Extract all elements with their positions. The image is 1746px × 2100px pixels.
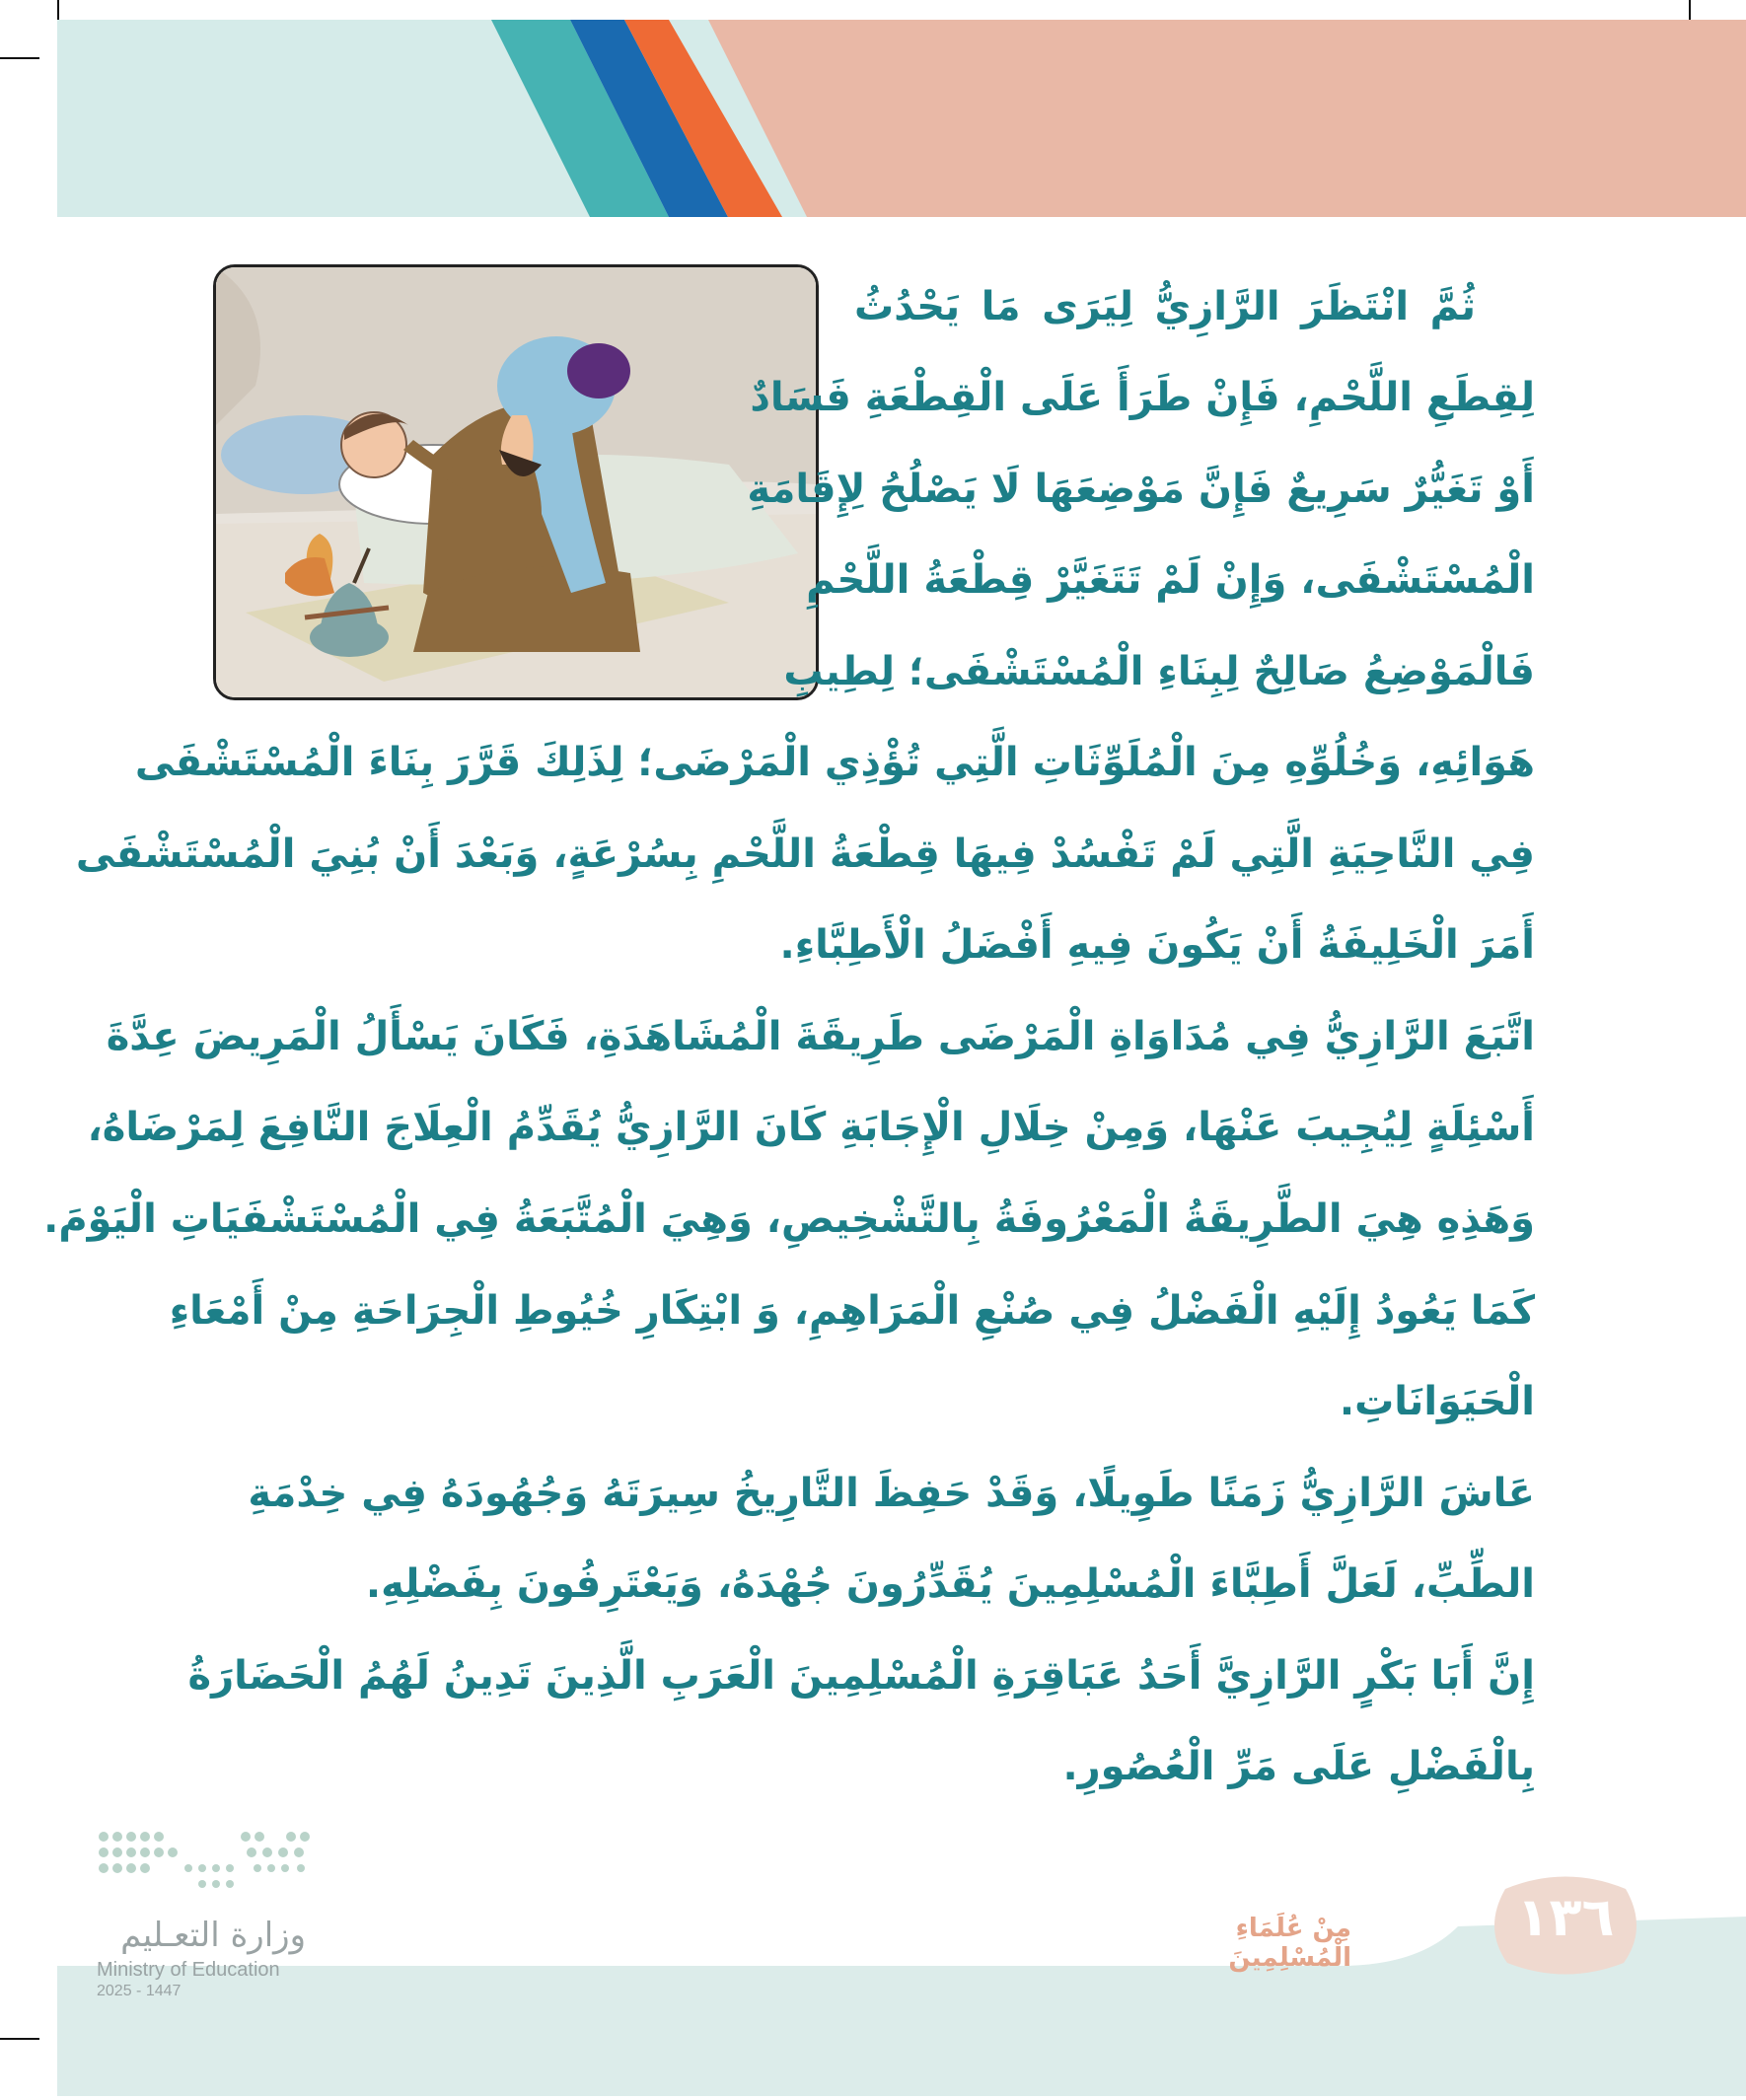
text-line: الْمُسْتَشْفَى، وَإِنْ لَمْ تَتَغَيَّرْ قِطْعَةُ اللَّحْمِ	[806, 557, 1535, 603]
ministry-year: 2025 - 1447	[97, 1983, 182, 1999]
text-line: إِنَّ أَبَا بَكْرٍ الرَّازِيَّ أَحَدُ عَبَاقِرَةِ الْمُسْلِمِينَ الْعَرَبِ الَّذِينَ تَدِينُ لَهُمُ الْحَضَارَةُ	[187, 1653, 1535, 1699]
page-number: ١٣٦	[1516, 1886, 1615, 1948]
text-line: وَهَذِهِ هِيَ الطَّرِيقَةُ الْمَعْرُوفَةُ بِالتَّشْخِيصِ، وَهِيَ الْمُتَّبَعَةُ فِي الْمُسْتَشْفَيَاتِ الْيَوْمَ.	[43, 1196, 1535, 1242]
text-line: لِقِطَعِ اللَّحْمِ، فَإِنْ طَرَأَ عَلَى الْقِطْعَةِ فَسَادٌ	[750, 375, 1535, 420]
text-line: الطِّبِّ، لَعَلَّ أَطِبَّاءَ الْمُسْلِمِينَ يُقَدِّرُونَ جُهْدَهُ، وَيَعْتَرِفُونَ بِفَضْلِهِ.	[365, 1561, 1535, 1607]
text-line: ثُمَّ انْتَظَرَ الرَّازِيُّ لِيَرَى مَا يَحْدُثُ	[854, 284, 1476, 329]
text-line: فَالْمَوْضِعُ صَالِحٌ لِبِنَاءِ الْمُسْتَشْفَى؛ لِطِيبِ	[783, 649, 1535, 694]
ministry-name-arabic: وزارة التعـليم	[120, 1916, 306, 1955]
ministry-name-english: Ministry of Education	[97, 1959, 280, 1981]
text-line: اتَّبَعَ الرَّازِيُّ فِي مُدَاوَاةِ الْمَرْضَى طَرِيقَةَ الْمُشَاهَدَةِ، فَكَانَ يَسْأَلُ الْمَرِيضَ عِدَّةَ	[106, 1014, 1535, 1059]
text-line: أَوْ تَغَيُّرٌ سَرِيعٌ فَإِنَّ مَوْضِعَهَا لَا يَصْلُحُ لِإِقَامَةِ	[747, 467, 1535, 512]
series-title: مِنْ عُلَمَاءِ الْمُسْلِمِينَ	[1228, 1914, 1351, 1973]
crop-mark	[0, 57, 39, 59]
text-line: عَاشَ الرَّازِيُّ زَمَنًا طَوِيلًا، وَقَدْ حَفِظَ التَّارِيخُ سِيرَتَهُ وَجُهُودَهُ فِي خِدْمَةِ	[248, 1471, 1535, 1516]
text-line: أَسْئِلَةٍ لِيُجِيبَ عَنْهَا، وَمِنْ خِلَالِ الْإِجَابَةِ كَانَ الرَّازِيُّ يُقَدِّمُ الْعِلَاجَ النَّافِعَ لِمَرْضَاهُ،	[87, 1105, 1535, 1150]
text-line: أَمَرَ الْخَلِيفَةُ أَنْ يَكُونَ فِيهِ أَفْضَلُ الْأَطِبَّاءِ.	[779, 922, 1535, 968]
text-line: هَوَائِهِ، وَخُلُوِّهِ مِنَ الْمُلَوِّثَاتِ الَّتِي تُؤْذِي الْمَرْضَى؛ لِذَلِكَ قَرَّرَ بِنَاءَ الْمُسْتَشْفَى	[134, 740, 1535, 785]
text-line: فِي النَّاحِيَةِ الَّتِي لَمْ تَفْسُدْ فِيهَا قِطْعَةُ اللَّحْمِ بِسُرْعَةٍ، وَبَعْدَ أَنْ بُنِيَ الْمُسْتَشْفَى	[75, 832, 1535, 877]
text-line: الْحَيَوَانَاتِ.	[1339, 1379, 1535, 1424]
body-text	[43, 0, 1535, 1805]
text-line: كَمَا يَعُودُ إِلَيْهِ الْفَضْلُ فِي صُنْعِ الْمَرَاهِمِ، وَ ابْتِكَارِ خُيُوطِ الْجِرَاحَةِ مِنْ أَمْعَاءِ	[169, 1288, 1535, 1334]
text-line: بِالْفَضْلِ عَلَى مَرِّ الْعُصُورِ.	[1062, 1744, 1535, 1789]
crop-mark	[0, 2038, 39, 2040]
